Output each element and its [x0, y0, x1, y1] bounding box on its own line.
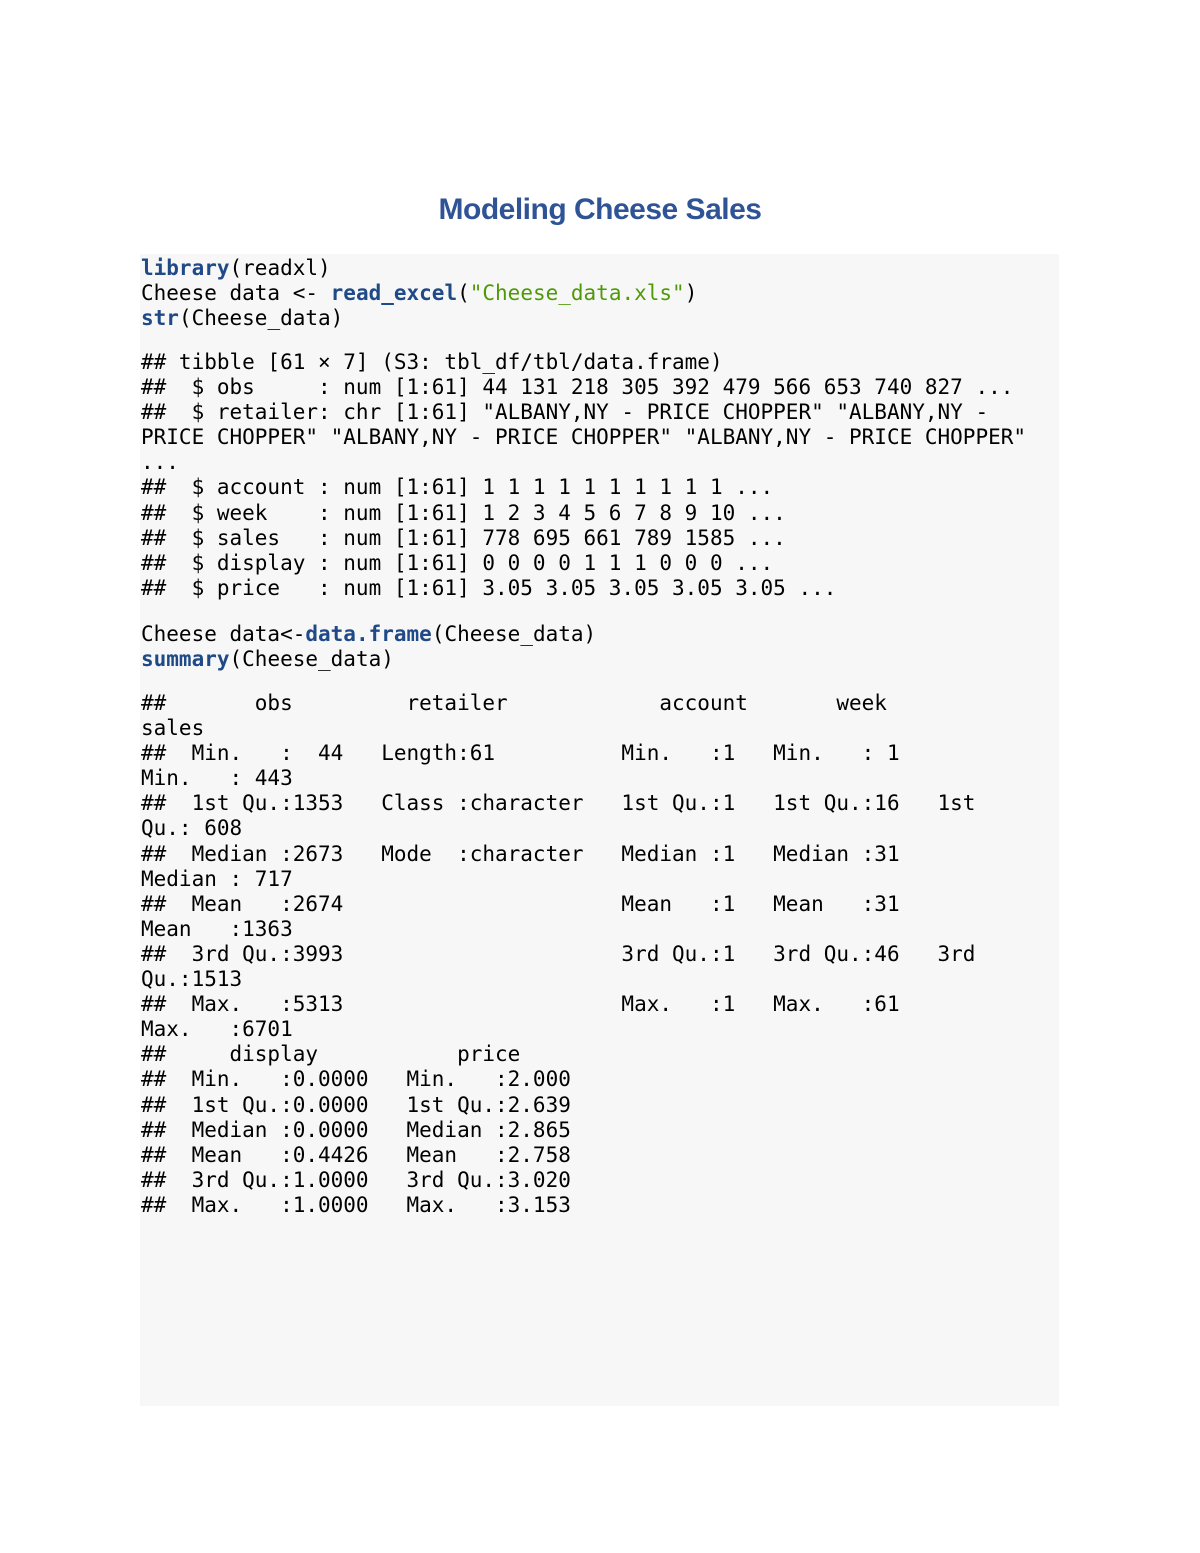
output-line: ## Min. : 44 Length:61 Min. :1 Min. : 1 [141, 741, 938, 766]
output-line: ## $ display : num [1:61] 0 0 0 0 1 1 1 0 0 0 ... [141, 550, 774, 575]
output-line: Median : 717 [141, 866, 319, 891]
code-text: (Cheese_data) [431, 622, 597, 646]
output-line: ## $ price : num [1:61] 3.05 3.05 3.05 3.05 3.05 ... [141, 575, 837, 600]
output-line: ## display price [141, 1042, 597, 1067]
output-line: ## 3rd Qu.:3993 3rd Qu.:1 3rd Qu.:46 3rd [141, 941, 976, 966]
output-line: ## Min. :0.0000 Min. :2.000 [141, 1067, 597, 1092]
output-line: ## $ sales : num [1:61] 778 695 661 789 1585 ... [141, 525, 786, 550]
output-line: ## Max. :1.0000 Max. :3.153 [141, 1192, 597, 1217]
output-line: ## $ account : num [1:61] 1 1 1 1 1 1 1 1 1 1 ... [141, 475, 774, 500]
output-line: ## tibble [61 × 7] (S3: tbl_df/tbl/data.frame) [141, 350, 723, 374]
code-text: Cheese data<- [141, 622, 306, 646]
document-title: Modeling Cheese Sales [438, 193, 762, 226]
str-output [141, 350, 1026, 601]
output-line: ## Median :2673 Mode :character Median :1 Median :31 [141, 841, 938, 866]
output-line: ... [141, 450, 179, 475]
function-name: read_excel [330, 281, 458, 306]
output-line: Max. :6701 [141, 1017, 319, 1042]
string-literal: "Cheese_data.xls" [469, 281, 685, 306]
output-line: Qu.: 608 [141, 816, 268, 841]
function-name: str [141, 306, 179, 331]
output-line: ## Median :0.0000 Median :2.865 [141, 1117, 597, 1142]
output-line: ## $ obs : num [1:61] 44 131 218 305 392 479 566 653 740 827 ... [141, 375, 1014, 400]
code-text: (Cheese_data) [229, 647, 394, 672]
summary-output [141, 691, 975, 1218]
output-line: ## 3rd Qu.:1.0000 3rd Qu.:3.020 [141, 1167, 597, 1192]
output-line: Mean :1363 [141, 916, 319, 941]
output-line: ## $ week : num [1:61] 1 2 3 4 5 6 7 8 9 10 ... [141, 500, 786, 525]
code-text: (readxl) [229, 256, 331, 280]
output-line: ## obs retailer account week [141, 691, 963, 715]
output-line: ## $ retailer: chr [1:61] "ALBANY,NY - PRICE CHOPPER" "ALBANY,NY - [141, 400, 989, 425]
code-text: (Cheese_data) [178, 306, 344, 331]
output-line: ## Mean :0.4426 Mean :2.758 [141, 1142, 597, 1167]
output-line: sales [141, 716, 268, 741]
code-chunk-read-data [141, 256, 697, 331]
output-line: Min. : 443 [141, 766, 319, 791]
output-line: Qu.:1513 [141, 967, 268, 992]
code-text: ( [457, 281, 470, 306]
function-name: summary [141, 647, 230, 672]
code-chunk-summary [141, 622, 596, 672]
function-name: library [141, 256, 230, 280]
output-line: ## 1st Qu.:0.0000 1st Qu.:2.639 [141, 1092, 597, 1117]
code-text: Cheese data <- [141, 281, 331, 306]
output-line: ## 1st Qu.:1353 Class :character 1st Qu.:1 1st Qu.:16 1st [141, 791, 976, 816]
code-text: ) [684, 281, 698, 306]
output-line: ## Mean :2674 Mean :1 Mean :31 [141, 891, 938, 916]
output-line: ## Max. :5313 Max. :1 Max. :61 [141, 992, 938, 1017]
function-name: data.frame [305, 622, 432, 646]
output-line: PRICE CHOPPER" "ALBANY,NY - PRICE CHOPPER" "ALBANY,NY - PRICE CHOPPER" [141, 425, 1027, 450]
